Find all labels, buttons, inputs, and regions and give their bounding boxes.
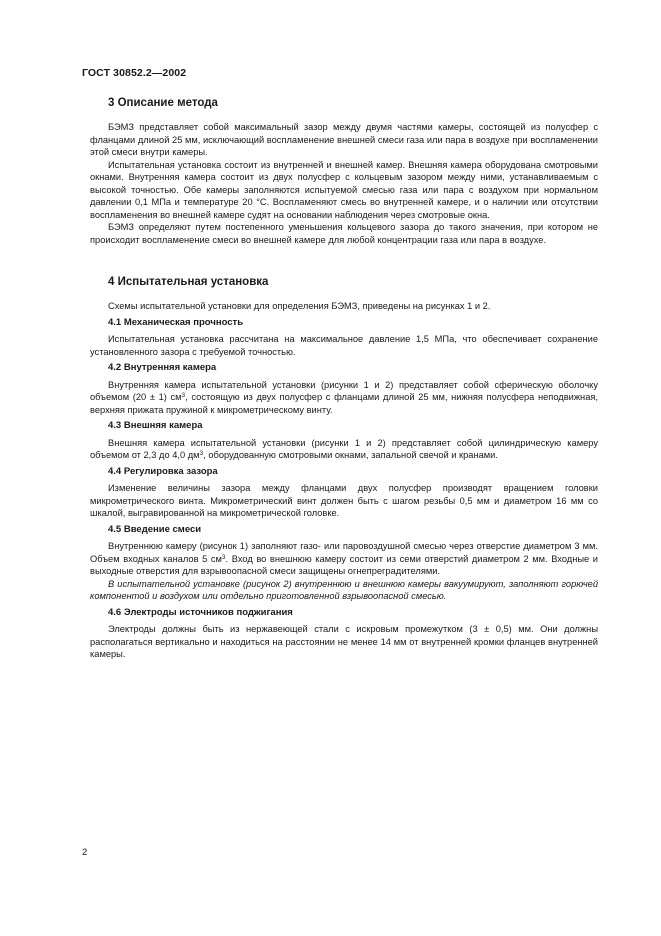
text-part: , оборудованную смотровыми окнами, запальной свечой и кранами. <box>203 450 498 460</box>
subsection-4-4-title: 4.4 Регулировка зазора <box>108 465 218 477</box>
subsection-4-2-text <box>90 379 598 417</box>
text-part: Внутреннюю камеру (рисунок 1) заполняют газо- или паровоздушной смесью через отверстие диаметром 3 мм. Объем входных каналов 5 см <box>90 541 598 564</box>
subsection-4-1-title: 4.1 Механическая прочность <box>108 316 244 328</box>
text-part: Внутренняя камера испытательной установки (рисунки 1 и 2) представляет собой сферическую оболочку объемом (20 ± 1) см <box>90 379 598 402</box>
page-number: 2 <box>82 847 88 858</box>
subsection-4-2-title: 4.2 Внутренняя камера <box>108 362 217 373</box>
superscript: 3 <box>199 450 204 457</box>
subsection-4-5-text <box>90 540 598 578</box>
subsection-4-5-title: 4.5 Введение смеси <box>108 523 202 535</box>
subsection-4-6-title: 4.6 Электроды источников поджигания <box>108 606 293 618</box>
superscript: 3 <box>181 392 186 399</box>
subsection-4-3-title: 4.3 Внешняя камера <box>108 420 203 431</box>
superscript: 3 <box>221 553 226 561</box>
document-id-header: ГОСТ 30852.2—2002 <box>82 67 187 79</box>
subsection-4-4-text: Изменение величины зазора между фланцами двух полусфер производят вращением головки микрометрического винта. Микрометрический винт должен быть с шагом резьбы 0,5 мм и диаметром 16 мм со шкалой, выгравированной на микрометрической головке. <box>90 483 598 518</box>
text-part: , состоящую из двух полусфер с фланцами длиной 25 мм, нижняя полусфера неподвижная, верхняя прижата пружиной к микрометрическому винту. <box>90 392 598 415</box>
subsection-4-5-italic-text: В испытательной установке (рисунок 2) внутреннюю и внешнюю камеры вакуумируют, заполняют горючей компонентой и воздухом или отдельно приготовленной взрывоопасной смесью. <box>90 578 598 601</box>
section-4-intro: Схемы испытательной установки для определения БЭМЗ, приведены на рисунках 1 и 2. <box>108 301 491 311</box>
document-body <box>90 96 598 661</box>
section-4-title: 4 Испытательная установка <box>108 276 269 288</box>
subsection-4-1-text: Испытательная установка рассчитана на максимальное давление 1,5 МПа, что обеспечивает сохранение установленного зазора с требуемой точностью. <box>90 334 598 357</box>
section-3-paragraph-2: Испытательная установка состоит из внутренней и внешней камер. Внешняя камера оборудована смотровыми окнами. Внутренняя камера состоит из двух полусфер с кольцевым зазором между ними, устанавливаемым с высокой точностью. Обе камеры заполняются испытуемой смесью газа или пара с воздухом при нормальном давлении 0,1 МПа и температуре 20 °С. Воспламеняют смесь во внутренней камере, и о наличии или отсутствии воспламенения во внешней камере судят на основании наблюдения через смотровые окна. <box>90 159 598 220</box>
subsection-4-6-text: Электроды должны быть из нержавеющей стали с искровым промежутком (3 ± 0,5) мм. Они должны располагаться вертикально и находиться на расстоянии не менее 14 мм от внутренней кромки фланцев внутренней камеры. <box>90 624 598 659</box>
section-3-paragraph-1: БЭМЗ представляет собой максимальный зазор между двумя частями камеры, состоящей из полусфер с фланцами длиной 25 мм, исключающий воспламенение внешней смеси газа или пара в воздухе при воспламенении этой смеси внутри камеры. <box>90 122 598 157</box>
subsection-4-3-text <box>90 437 598 462</box>
text-part: Внешняя камера испытательной установки (рисунки 1 и 2) представляет собой цилиндрическую камеру объемом от 2,3 до 4,0 дм <box>90 437 598 460</box>
section-3-paragraph-3: БЭМЗ определяют путем постепенного уменьшения кольцевого зазора до такого значения, при котором не происходит воспламенение смеси во внешней камере для любой концентрации газа или пара в воздухе. <box>90 222 598 245</box>
text-part: . Вход во внешнюю камеру состоит из семи отверстий диаметром 2 мм. Входные и выходные отверстия для взрывоопасной смеси защищены огнепреградителями. <box>90 553 598 576</box>
section-3-title: 3 Описание метода <box>108 97 218 109</box>
